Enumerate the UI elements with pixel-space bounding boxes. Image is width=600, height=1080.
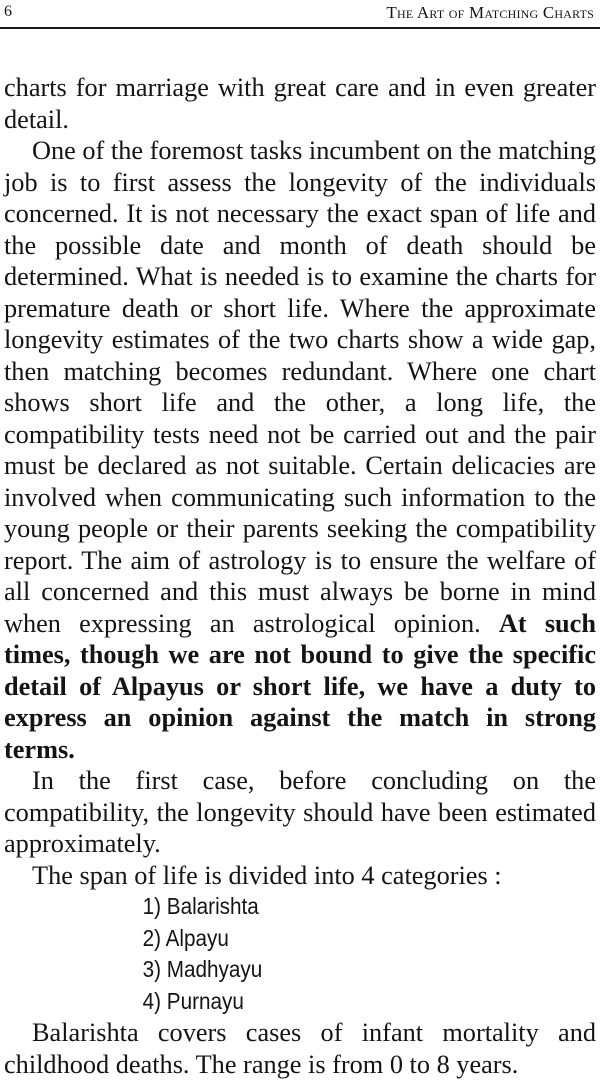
list-item: 3) Madhyayu bbox=[142, 956, 263, 982]
paragraph-longevity-text: One of the foremost tasks incumbent on the matching job is to first assess the longevity of the individuals concerned. It is not necessary the exact span of life and the possible date and month of death should be determined. What is needed is to examine the charts for premature death or short life. Where the approximate longevity estimates of the two charts show a wide gap, then matching becomes redundant. Where one chart shows short life and the other, a long life, the compatibility tests need not be carried out and the pair must be declared as not suitable. Certain delicacies are involved when communicating such information to the young people or their parents seeking the compatibility report. The aim of astrology is to ensure the welfare of all concerned and this must always be borne in mind when expressing an astrological opinion. bbox=[4, 136, 596, 638]
paragraph-longevity bbox=[4, 135, 596, 765]
paragraph-longevity-emphasis: At such times, though we are not bound to give the specific detail of Alpayus or short life, we have a duty to express an opinion against the match in strong terms. bbox=[4, 608, 596, 764]
list-item: 2) Alpayu bbox=[142, 924, 229, 951]
page-number: 6 bbox=[4, 3, 12, 20]
list-item: 4) Purnayu bbox=[142, 987, 244, 1014]
running-title: The Art of Matching Charts bbox=[386, 3, 594, 22]
body-text bbox=[4, 72, 596, 1080]
life-span-categories-list bbox=[4, 891, 596, 1017]
paragraph-balarishta: Balarishta covers cases of infant mortality and childhood deaths. The range is from 0 to 8 years. bbox=[4, 1018, 596, 1079]
paragraph-span-of-life: The span of life is divided into 4 categories : bbox=[32, 860, 502, 890]
paragraph-first-case: In the first case, before concluding on the compatibility, the longevity should have been estimated approximately. bbox=[4, 766, 596, 858]
header-rule bbox=[0, 27, 600, 29]
page-header bbox=[4, 3, 594, 25]
paragraph-continuation: charts for marriage with great care and in even greater detail. bbox=[4, 73, 596, 134]
list-item: 1) Balarishta bbox=[142, 893, 259, 919]
